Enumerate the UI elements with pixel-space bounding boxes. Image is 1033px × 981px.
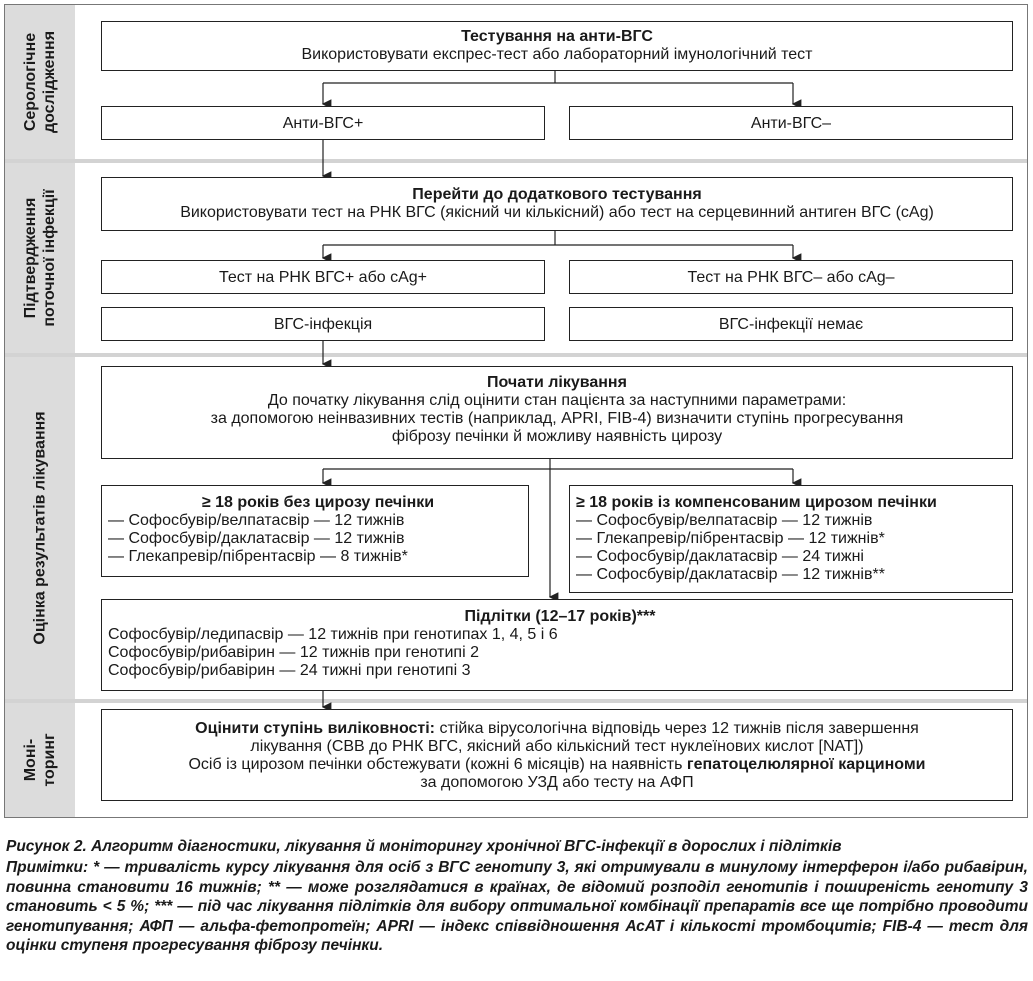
regimen-adolescents-title: Підлітки (12–17 років)*** bbox=[464, 608, 656, 625]
step-antibody-test bbox=[101, 21, 1013, 71]
result-anti-positive-label: Анти-ВГС+ bbox=[282, 115, 364, 132]
regimen-item: Софосбувір/рибавірин — 12 тижнів при генотипі 2 bbox=[108, 644, 479, 661]
regimen-item: — Софосбувір/велпатасвір — 12 тижнів bbox=[576, 512, 873, 529]
algorithm-frame bbox=[4, 4, 1028, 818]
monitoring-lead: Оцінити ступінь виліковності: bbox=[195, 720, 436, 737]
regimen-no-cirrhosis bbox=[101, 485, 529, 577]
result-no-infection-label: ВГС-інфекції немає bbox=[718, 316, 864, 333]
step-treatment-line: фіброзу печінки й можливу наявність цирозу bbox=[391, 428, 723, 445]
step-treatment-line: за допомогою неінвазивних тестів (наприклад, APRI, FIB-4) визначити ступінь прогресування bbox=[210, 410, 904, 427]
result-anti-negative-label: Анти-ВГС– bbox=[750, 115, 832, 132]
result-anti-positive bbox=[101, 106, 545, 140]
step-start-treatment bbox=[101, 366, 1013, 459]
regimen-adolescents bbox=[101, 599, 1013, 691]
step-antibody-title: Тестування на анти-ВГС bbox=[461, 28, 653, 45]
regimen-item: — Софосбувір/велпатасвір — 12 тижнів bbox=[108, 512, 405, 529]
step-treatment-line: До початку лікування слід оцінити стан пацієнта за наступними параметрами: bbox=[267, 392, 847, 409]
section-monitoring-label: Моні-торинг bbox=[22, 733, 58, 787]
step-treatment-title: Почати лікування bbox=[487, 374, 627, 391]
regimen-compensated-cirrhosis bbox=[569, 485, 1013, 593]
monitoring-line: стійка вірусологічна відповідь через 12 тижнів після завершення bbox=[435, 720, 919, 737]
result-rna-positive bbox=[101, 260, 545, 294]
section-confirmation-label: Підтвердження поточної інфекції bbox=[22, 189, 58, 327]
section-serology-label: Серологічне дослідження bbox=[22, 30, 58, 134]
result-rna-negative bbox=[569, 260, 1013, 294]
monitoring-line: Осіб із цирозом печінки обстежувати (кожні 6 місяців) на наявність bbox=[188, 756, 687, 773]
result-infection bbox=[101, 307, 545, 341]
figure-caption: Рисунок 2. Алгоритм діагностики, лікування й моніторингу хронічної ВГС-інфекції в дорослих і підлітків bbox=[6, 838, 842, 855]
figure-notes: Примітки: * — тривалість курсу лікування для осіб з ВГС генотипу 3, які отримували в минулому інтерферон і/або рибавірин, повинна становити 16 тижнів; ** — може розглядатися в країнах, де відомий розподіл генотипів і поширеність генотипу 3 становить < 5 %; *** — під час лікування підлітків для вибору оптимальної комбінації препаратів все ще потрібно проводити генотипування; АФП — альфа-фетопротеїн; APRI — індекс співвідношення АсАТ і кількості тромбоцитів; FIB-4 — тест для оцінки ступеня прогресування фіброзу печінки. bbox=[6, 859, 1028, 954]
regimen-item: — Софосбувір/даклатасвір — 12 тижнів** bbox=[576, 566, 885, 583]
step-additional-testing bbox=[101, 177, 1013, 231]
monitoring-line: за допомогою УЗД або тесту на АФП bbox=[420, 774, 694, 791]
step-additional-title: Перейти до додаткового тестування bbox=[412, 186, 702, 203]
regimen-item: Софосбувір/рибавірин — 24 тижні при генотипі 3 bbox=[108, 662, 471, 679]
regimen-item: Софосбувір/ледипасвір — 12 тижнів при генотипах 1, 4, 5 і 6 bbox=[108, 626, 558, 643]
regimen-item: — Глекапревір/пібрентасвір — 12 тижнів* bbox=[576, 530, 885, 547]
step-antibody-text: Використовувати експрес-тест або лабораторний імунологічний тест bbox=[301, 46, 813, 63]
result-rna-positive-label: Тест на РНК ВГС+ або cAg+ bbox=[219, 269, 427, 286]
step-additional-text: Використовувати тест на РНК ВГС (якісний чи кількісний) або тест на серцевинний антиген ВГС (cAg) bbox=[180, 204, 934, 221]
regimen-item: — Софосбувір/даклатасвір — 12 тижнів bbox=[108, 530, 405, 547]
monitoring-line: лікування (СВВ до РНК ВГС, якісний або кількісний тест нуклеїнових кислот [NAT]) bbox=[250, 738, 864, 755]
result-anti-negative bbox=[569, 106, 1013, 140]
monitoring-hcc: гепатоцелюлярної карциноми bbox=[686, 756, 926, 773]
regimen-item: — Глекапревір/пібрентасвір — 8 тижнів* bbox=[108, 548, 408, 565]
result-no-infection bbox=[569, 307, 1013, 341]
regimen-compensated-title: ≥ 18 років із компенсованим цирозом печінки bbox=[576, 494, 937, 511]
result-infection-label: ВГС-інфекція bbox=[273, 316, 373, 333]
regimen-no-cirrhosis-title: ≥ 18 років без цирозу печінки bbox=[201, 494, 435, 511]
step-monitoring bbox=[101, 709, 1013, 801]
result-rna-negative-label: Тест на РНК ВГС– або cAg– bbox=[687, 269, 895, 286]
regimen-item: — Софосбувір/даклатасвір — 24 тижні bbox=[576, 548, 864, 565]
section-treatment-label: Оцінка результатів лікування bbox=[31, 411, 49, 645]
